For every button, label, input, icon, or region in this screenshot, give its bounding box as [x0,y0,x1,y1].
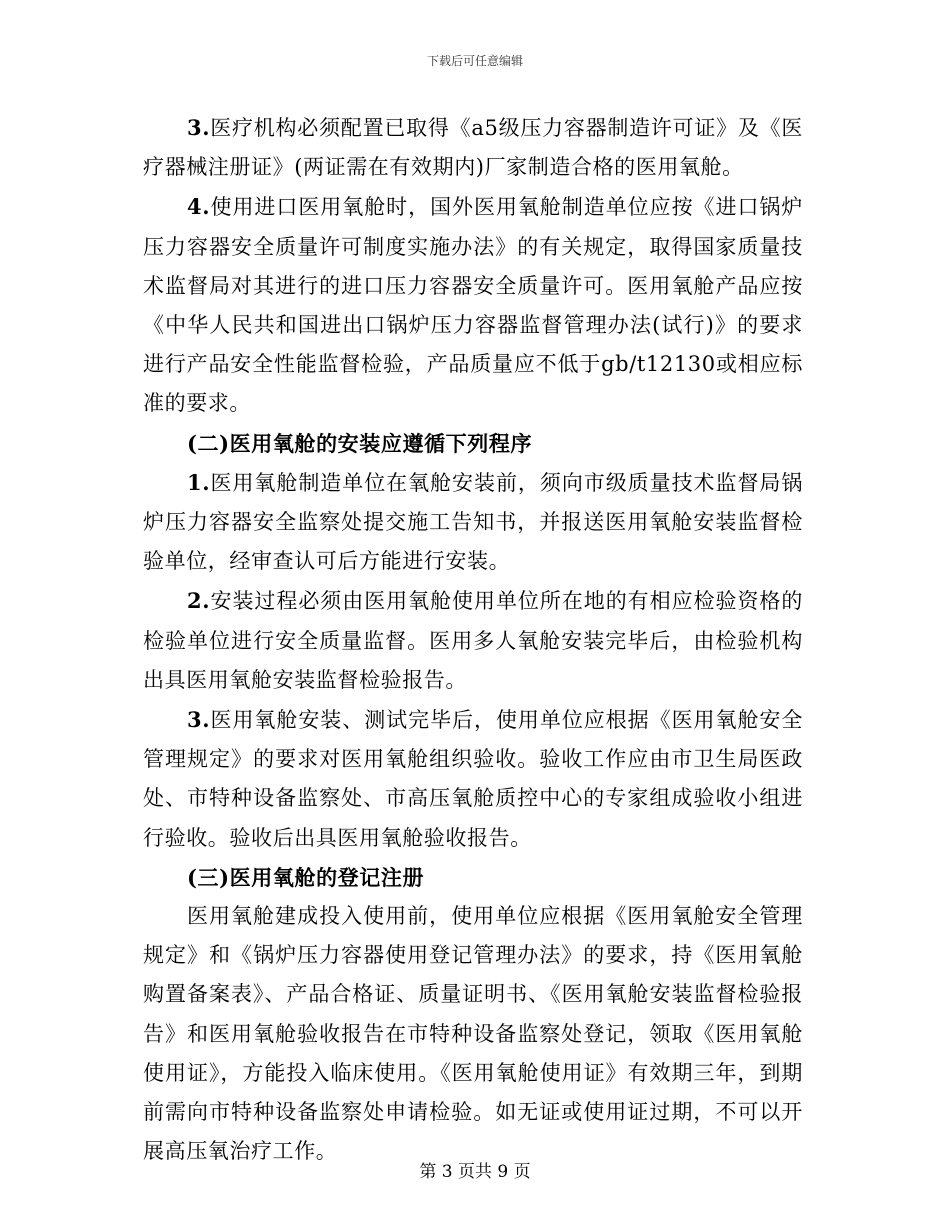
paragraph-registration: 医用氧舱建成投入使用前，使用单位应根据《医用氧舱安全管理规定》和《锅炉压力容器使用登记管理办法》的要求，持《医用氧舱购置备案表》、产品合格证、质量证明书、《医用氧舱安装监督检验报告》和医用氧舱验收报告在市特种设备监察处登记，领取《医用氧舱使用证》，方能投入临床使用。《医用氧舱使用证》有效期三年，到期前需向市特种设备监察处申请检验。如无证或使用证过期，不可以开展高压氧治疗工作。 [143,904,803,1164]
page-footer: 第 3 页共 9 页 [419,1162,531,1182]
section-heading-registration: (三)医用氧舱的登记注册 [187,864,425,890]
item-number: 2. [187,588,211,614]
paragraph-item-4 [143,187,803,423]
paragraph-text: 安装过程必须由医用氧舱使用单位所在地的有相应检验资格的检验单位进行安全质量监督。医用多人氧舱安装完毕后，由检验机构出具医用氧舱安装监督检验报告。 [143,589,803,692]
paragraph-item-3 [143,108,803,187]
item-number: 3. [187,707,211,733]
paragraph-text: 使用进口医用氧舱时，国外医用氧舱制造单位应按《进口锅炉压力容器安全质量许可制度实施办法》的有关规定，取得国家质量技术监督局对其进行的进口压力容器安全质量许可。医用氧舱产品应按《中华人民共和国进出口锅炉压力容器监督管理办法(试行)》的要求进行产品安全性能监督检验，产品质量应不低于gb/t12130或相应标准的要求。 [143,195,803,416]
item-number: 3. [187,115,211,140]
paragraph-text: 医疗机构必须配置已取得《a5级压力容器制造许可证》及《医疗器械注册证》(两证需在有效期内)厂家制造合格的医用氧舱。 [143,116,803,180]
paragraph-install-2 [143,581,803,700]
item-number: 4. [187,194,211,220]
document-body [143,108,803,1171]
page-header: 下载后可任意编辑 [426,54,523,68]
section-heading-installation: (二)医用氧舱的安装应遵循下列程序 [187,430,533,456]
paragraph-text: 医用氧舱安装、测试完毕后，使用单位应根据《医用氧舱安全管理规定》的要求对医用氧舱组织验收。验收工作应由市卫生局医政处、市特种设备监察处、市高压氧舱质控中心的专家组成验收小组进行验收。验收后出具医用氧舱验收报告。 [143,708,803,850]
paragraph-install-1 [143,463,803,582]
paragraph-install-3 [143,700,803,858]
item-number: 1. [187,469,211,495]
paragraph-text: 医用氧舱制造单位在氧舱安装前，须向市级质量技术监督局锅炉压力容器安全监察处提交施工告知书，并报送医用氧舱安装监督检验单位，经审查认可后方能进行安装。 [143,470,803,574]
